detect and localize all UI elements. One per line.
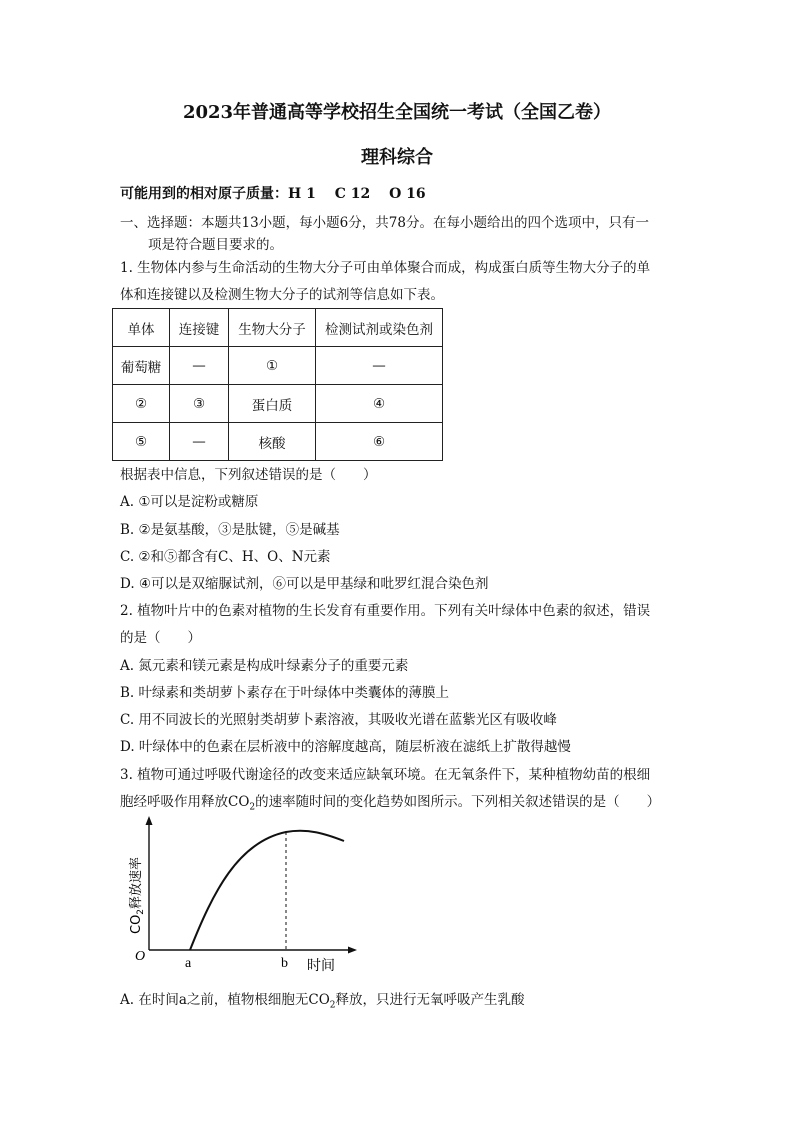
co2-release-curve [190,831,344,950]
table-cell: ① [229,347,316,385]
table-cell: 葡萄糖 [113,347,170,385]
tick-a-label: a [185,956,192,971]
origin-label: O [135,949,146,964]
y-label-text: 释放速率 [129,856,144,909]
q2-stem-line1: 2. 植物叶片中的色素对植物的生长发育有重要作用。下列有关叶绿体中色素的叙述，错误 [120,603,651,619]
q1-stem-line2: 体和连接键以及检测生物大分子的试剂等信息如下表。 [120,287,444,303]
q3-stem-text-a: 胞经呼吸作用释放CO [120,794,250,810]
q2-option-c: C. 用不同波长的光照射类胡萝卜素溶液，其吸收光谱在蓝紫光区有吸收峰 [120,712,557,728]
table-header-cell: 连接键 [170,309,229,347]
table-row [113,423,443,461]
table-header-cell: 检测试剂或染色剂 [316,309,443,347]
q3-option-a-text1: A. 在时间a之前，植物根细胞无CO [120,992,330,1008]
q1-option-b: B. ②是氨基酸，③是肽键，⑤是碱基 [120,522,340,538]
q3-stem-line1: 3. 植物可通过呼吸代谢途径的改变来适应缺氧环境。在无氧条件下，某种植物幼苗的根细 [120,767,651,783]
table-cell: — [170,347,229,385]
page-title: 2023年普通高等学校招生全国统一考试（全国乙卷） [182,102,612,123]
y-label-co: CO [129,914,144,934]
y-axis-label [128,857,146,934]
x-axis-label: 时间 [307,958,335,974]
q1-stem-line1: 1. 生物体内参与生命活动的生物大分子可由单体聚合而成，构成蛋白质等生物大分子的单 [120,260,651,276]
q1-question: 根据表中信息，下列叙述错误的是（ ） [120,467,377,483]
q3-option-a [120,988,525,1011]
q2-option-b: B. 叶绿素和类胡萝卜素存在于叶绿体中类囊体的薄膜上 [120,685,450,701]
q3-stem-line2 [120,790,660,813]
table-row [113,385,443,423]
q3-option-a-text2: 释放，只进行无氧呼吸产生乳酸 [335,992,525,1008]
section-heading-line2: 项是符合题目要求的。 [148,237,283,253]
y-axis-arrow [146,816,153,825]
table-cell: ② [113,385,170,423]
table-cell: — [316,347,443,385]
table-row [113,347,443,385]
q1-table [112,308,443,461]
q1-option-c: C. ②和⑤都含有C、H、O、N元素 [120,549,331,565]
tick-b-label: b [281,956,288,971]
q2-option-a: A. 氮元素和镁元素是构成叶绿素分子的重要元素 [120,658,409,674]
table-cell: ④ [316,385,443,423]
q1-option-a: A. ①可以是淀粉或糖原 [120,494,259,510]
table-cell: ⑥ [316,423,443,461]
q3-stem-text-b: 的速率随时间的变化趋势如图所示。下列相关叙述错误的是（ ） [255,794,661,810]
q3-figure [118,812,358,977]
q2-stem-line2: 的是（ ） [120,630,201,646]
section-heading-line1: 一、选择题：本题共13小题，每小题6分，共78分。在每小题给出的四个选项中，只有一 [120,215,649,231]
table-header-row [113,309,443,347]
atomic-mass-line: 可能用到的相对原子质量：H 1 C 12 O 16 [120,186,426,202]
table-cell: — [170,423,229,461]
table-header-cell: 生物大分子 [229,309,316,347]
q3-stem-subscript: 2 [249,802,256,813]
table-cell: 核酸 [229,423,316,461]
page-subtitle: 理科综合 [361,147,433,168]
y-label-subscript: 2 [136,908,146,915]
table-cell: ⑤ [113,423,170,461]
q3-option-a-subscript: 2 [329,1000,336,1011]
table-header-cell: 单体 [113,309,170,347]
q2-option-d: D. 叶绿体中的色素在层析液中的溶解度越高，随层析液在滤纸上扩散得越慢 [120,739,571,755]
q1-option-d: D. ④可以是双缩脲试剂，⑥可以是甲基绿和吡罗红混合染色剂 [120,576,489,592]
table-cell: 蛋白质 [229,385,316,423]
x-axis-arrow [348,947,357,954]
table-cell: ③ [170,385,229,423]
